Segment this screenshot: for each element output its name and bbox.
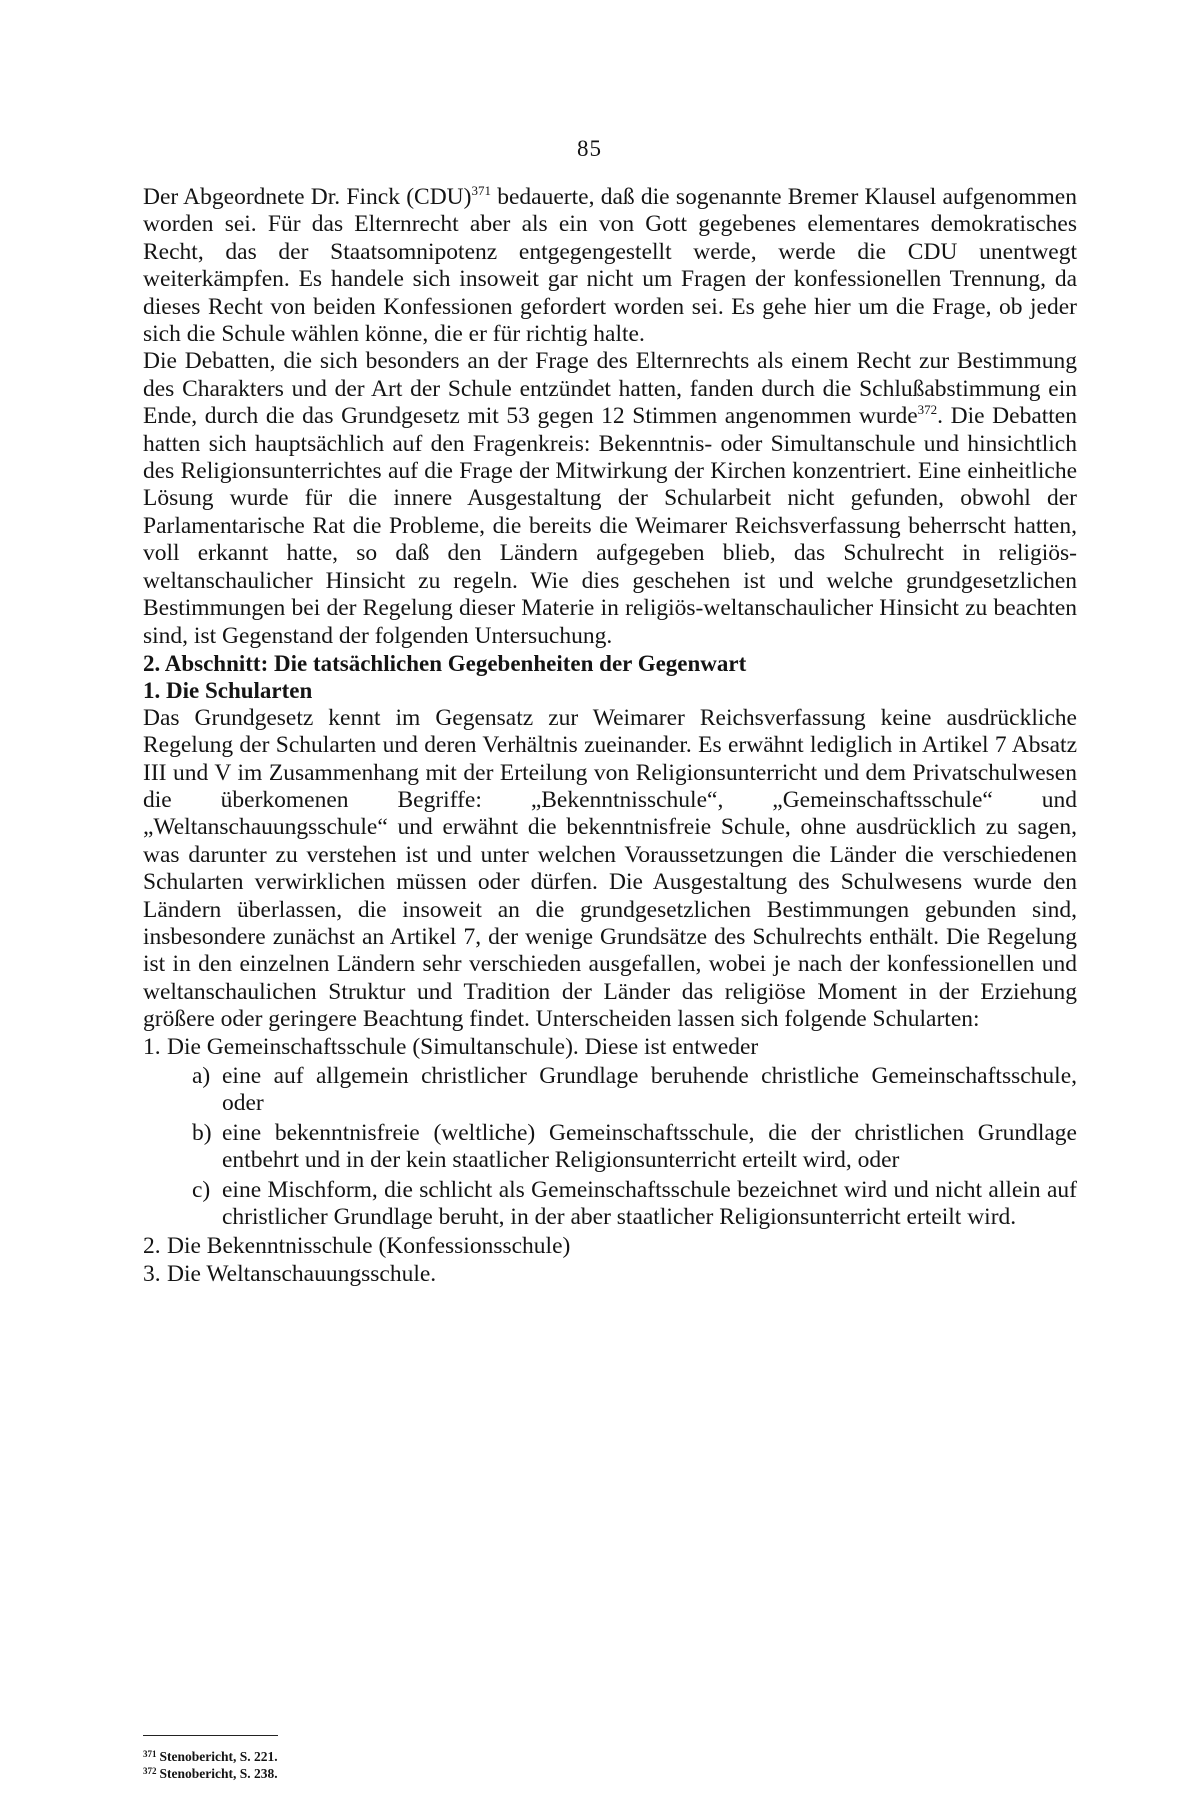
list-item-text: Die Gemeinschaftsschule (Simultanschule). Diese ist entweder bbox=[167, 1033, 759, 1060]
paragraph-text: bedauerte, daß die sogenannte Bremer Klausel aufgenommen worden sei. Für das Elternrecht aber als ein von Gott gegebenes elementares demokratisches Recht, das der Staatsomnipotenz entgegengestellt werde, werde die CDU unentwegt weiterkämpfen. Es handele sich insoweit gar nicht um Fragen der konfessionellen Trennung, da dieses Recht von beiden Konfessionen gefordert worden sei. Es gehe hier um die Frage, ob jeder sich die Schule wählen könne, die er für richtig halte. bbox=[143, 184, 1077, 348]
paragraph-finck bbox=[143, 184, 1077, 348]
footnote-number: 371 bbox=[143, 1749, 157, 1759]
list-number: 3. bbox=[143, 1260, 161, 1287]
footnote-text: Stenobericht, S. 221. bbox=[159, 1749, 278, 1764]
sublist-letter: a) bbox=[192, 1063, 211, 1089]
sublist-item bbox=[167, 1063, 1077, 1118]
section-heading: 2. Abschnitt: Die tatsächlichen Gegebenheiten der Gegenwart bbox=[143, 650, 747, 676]
sublist-letter: b) bbox=[192, 1119, 212, 1146]
schularten-list bbox=[143, 1034, 1077, 1289]
footnote-divider bbox=[143, 1735, 278, 1736]
paragraph-debatten bbox=[143, 348, 1077, 649]
list-number: 2. bbox=[143, 1233, 161, 1260]
footnote bbox=[143, 1765, 278, 1782]
footnotes bbox=[143, 1748, 278, 1782]
paragraph-grundgesetz: Das Grundgesetz kennt im Gegensatz zur Weimarer Reichsverfassung keine ausdrückliche Regelung der Schularten und deren Verhältnis zueinander. Es erwähnt lediglich in Artikel 7 Absatz III und V im Zusammenhang mit der Erteilung von Religionsunterricht und dem Privatschulwesen die überkomenen Begriffe: „Bekenntnisschule“, „Gemeinschaftsschule“ und „Weltanschauungsschule“ und erwähnt die bekenntnisfreie Schule, ohne ausdrücklich zu sagen, was darunter zu verstehen ist und unter welchen Voraussetzungen die Länder die verschiedenen Schularten verwirklichen müssen oder dürfen. Die Ausgestaltung des Schulwesens wurde den Ländern überlassen, die insoweit an die grundgesetzlichen Bestimmungen gebunden sind, insbesondere zunächst an Artikel 7, der wenige Grundsätze des Schulrechts enthält. Die Regelung ist in den einzelnen Ländern sehr verschieden ausgefallen, wobei je nach der konfessionellen und weltanschaulichen Struktur und Tradition der Länder das religiöse Moment in der Erziehung größere oder geringere Beachtung findet. Unterscheiden lassen sich folgende Schularten: bbox=[143, 704, 1077, 1033]
main-text bbox=[143, 184, 1077, 1288]
sublist-letter: c) bbox=[192, 1176, 211, 1203]
paragraph-text: Der Abgeordnete Dr. Finck (CDU) bbox=[143, 184, 472, 210]
sublist-item bbox=[167, 1120, 1077, 1175]
list-item bbox=[143, 1233, 1077, 1260]
sublist-text: eine auf allgemein christlicher Grundlage beruhende christliche Gemeinschaftsschule, oder bbox=[222, 1063, 1077, 1117]
list-item-text: Die Weltanschauungsschule. bbox=[167, 1260, 437, 1287]
page-number: 85 bbox=[577, 136, 602, 161]
sublist-text: eine bekenntnisfreie (weltliche) Gemeinschaftsschule, die der christlichen Grundlage entbehrt und in der kein staatlicher Religionsunterricht erteilt wird, oder bbox=[222, 1119, 1077, 1174]
footnote-ref-371: 371 bbox=[471, 183, 491, 198]
footnote bbox=[143, 1748, 278, 1765]
footnote-ref-372: 372 bbox=[917, 402, 938, 418]
footnote-number: 372 bbox=[143, 1766, 157, 1776]
paragraph-text: . Die Debatten hatten sich hauptsächlich auf den Fragenkreis: Bekenntnis- oder Simultanschule und hinsichtlich des Religionsunterrichtes auf die Frage der Mitwirkung der Kirchen konzentriert. Eine einheitliche Lösung wurde für die innere Ausgestaltung der Schularbeit nicht gefunden, obwohl der Parlamentarische Rat die Probleme, die bereits die Weimarer Reichsverfassung beherrscht hatten, voll erkannt hatte, so daß den Ländern aufgegeben blieb, das Schulrecht in religiös-weltanschaulicher Hinsicht zu regeln. Wie dies geschehen ist und welche grundgesetzlichen Bestimmungen bei der Regelung dieser Materie in religiös-weltanschaulicher Hinsicht zu beachten sind, ist Gegenstand der folgenden Untersuchung. bbox=[143, 403, 1077, 649]
subsection-heading: 1. Die Schularten bbox=[143, 678, 313, 704]
list-item-text: Die Bekenntnisschule (Konfessionsschule) bbox=[167, 1233, 571, 1260]
list-number: 1. bbox=[143, 1033, 161, 1060]
footnote-text: Stenobericht, S. 238. bbox=[159, 1766, 278, 1781]
sublist-item bbox=[167, 1177, 1077, 1232]
paragraph-text: Die Debatten, die sich besonders an der Frage des Elternrechts als einem Recht zur Bestimmung des Charakters und der Art der Schule entzündet hatten, fanden durch die Schlußabstimmung ein Ende, durch die das Grundgesetz mit 53 gegen 12 Stimmen angenommen wurde bbox=[143, 348, 1077, 430]
list-item bbox=[143, 1034, 1077, 1232]
gemeinschaftsschule-sublist bbox=[167, 1063, 1077, 1231]
sublist-text: eine Mischform, die schlicht als Gemeinschaftsschule bezeichnet wird und nicht allein auf christlicher Grundlage beruht, in der aber staatlicher Religionsunterricht erteilt wird. bbox=[222, 1176, 1077, 1231]
list-item bbox=[143, 1261, 1077, 1288]
